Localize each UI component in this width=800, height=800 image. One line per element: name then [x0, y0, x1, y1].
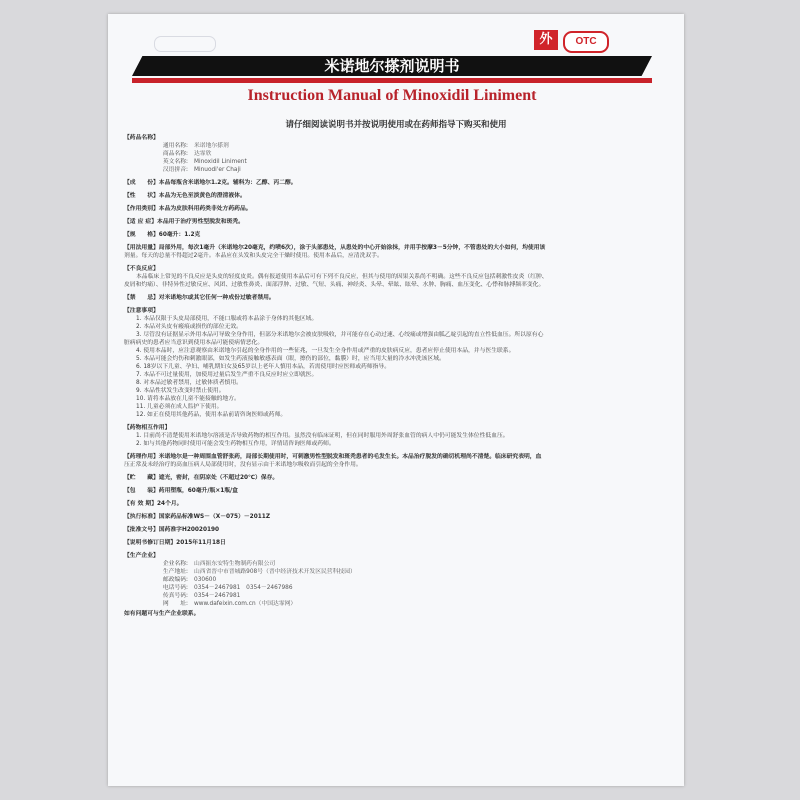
adverse-line: 本品临床上常见的不良反应是头皮的轻度皮炎。偶有报道使用本品后可有下列不良反应，但其与使用的因果关系尚不明确。这些不良反应包括刺激性皮炎（红肿、 [136, 274, 548, 280]
precaution-item: 7. 本品不可过量使用，加使用过量后发生严重不良反应时应立即就医。 [136, 372, 318, 378]
section-usage: 【用法用量】局部外用，每次1毫升（米诺地尔20毫克，约喷6次），涂于头部患处，从患处的中心开始涂抹，并用手按摩3－5分钟，不管患处的大小如何，均使用该 [124, 245, 546, 251]
precaution-item: 5. 本品可能会灼伤和刺激眼部，如发生药液接触敏感表面（眼，擦伤的部位，黏膜）时，应当用大量的冷水冲洗该区域。 [136, 356, 445, 362]
adverse-line: 皮屑和灼痛）、非特异性过敏反应、风团、过敏性鼻炎、面部浮肿、过敏、气短、头痛、神经炎、头晕、晕眩、眩晕、水肿、胸痛、血压变化、心悸和脉搏频率变化。 [124, 282, 545, 288]
section-category: 【作用类别】本品为皮肤科用药类非处方药药品。 [124, 206, 252, 212]
section-spec: 【规 格】60毫升：1.2克 [124, 232, 201, 238]
section-storage: 【贮 藏】遮光，密封，在阴凉处（不超过20℃）保存。 [124, 475, 279, 481]
section-composition: 【成 份】本品每瓶含米诺地尔1.2克。辅料为：乙醇、丙二醇。 [124, 180, 297, 186]
section-drug-name: 【药品名称】 [124, 135, 159, 141]
precaution-item: 脏病病史的患者应当意识到使用本品可能使病情恶化。 [124, 340, 264, 346]
section-adverse: 【不良反应】 [124, 266, 159, 272]
interaction-item: 2. 如与其他药物同时使用可能会发生药物相互作用，详情请咨询医师或药师。 [136, 441, 335, 447]
field-row: 英文名称: Minoxidil Liniment [162, 159, 247, 165]
external-use-badge: 外 [534, 30, 558, 50]
precaution-item: 10. 请将本品放在儿童不能接触的地方。 [136, 396, 240, 402]
title-chinese: 米诺地尔搽剂说明书 [324, 57, 460, 75]
field-row: 汉语拼音: Minuodi'er Chaji [162, 167, 241, 173]
section-manufacturer: 【生产企业】 [124, 553, 159, 559]
instruction-leaflet [108, 14, 684, 786]
otc-badge: OTC [563, 31, 609, 53]
precaution-item: 1. 本品仅限于头皮局部使用，不能口服或将本品涂于身体的其他区域。 [136, 316, 318, 322]
field-row: 邮政编码: 030600 [162, 577, 217, 583]
section-interactions: 【药物相互作用】 [124, 425, 171, 431]
pharmacology-line: 压正常及未经治疗的高血压病人局部使用时，没有显示由于米诺地尔吸收而引起的全身作用。 [124, 462, 362, 468]
section-package: 【包 装】药用塑瓶，60毫升/瓶×1瓶/盒 [124, 488, 238, 494]
usage-notice: 请仔细阅读说明书并按说明使用或在药师指导下购买和使用 [285, 120, 507, 130]
field-row: 企业名称: 山西振东安特生物制药有限公司 [162, 561, 276, 567]
field-row: 电话号码: 0354－2467981 0354－2467986 [162, 585, 293, 591]
faint-brand-logo [154, 36, 216, 52]
section-indication: 【适 应 症】本品用于治疗男性型脱发和斑秃。 [124, 219, 244, 225]
precaution-item: 11. 儿童必须在成人监护下使用。 [136, 404, 223, 410]
precaution-item: 3. 尽管没有证据显示外用本品可导致全身作用，但部分米诺地尔会被皮肤吸收，并可能存在心动过速、心绞痛或增强由胍乙啶引起的直立性低血压。所以原有心 [136, 332, 544, 338]
precaution-item: 8. 对本品过敏者禁用，过敏体质者慎用。 [136, 380, 242, 386]
section-pharmacology: 【药理作用】米诺地尔是一种周围血管舒张药，局部长期使用时，可刺激男性型脱发和斑秃患者的毛发生长。本品治疗脱发的确切机理尚不清楚。临床研究表明，血 [124, 454, 542, 460]
precaution-item: 2. 本品对头皮有瘢痕或损伤的部位无效。 [136, 324, 242, 330]
precaution-item: 4. 使用本品时，应注意观察由米诺地尔引起的全身作用的一些征兆，一旦发生全身作用或严重的皮肤病反应，患者应停止使用本品，并与医生联系。 [136, 348, 515, 354]
section-appearance: 【性 状】本品为无色至淡黄色的澄清液体。 [124, 193, 246, 199]
usage-line: 剂量。每天的总量不得超过2毫升。本品应在头发和头皮完全干燥时使用。使用本品后，应清洗双手。 [124, 253, 383, 259]
precaution-item: 6. 18岁以下儿童、孕妇、哺乳期妇女及65岁以上老年人慎用本品，若需使用时应医师或药师指导。 [136, 364, 391, 370]
interaction-item: 1. 目前尚不清楚使用米诺地尔溶液是否导致药物的相互作用。虽然没有临床证明，但在同时服用外周舒张血管的病人中仍可能发生体位性低血压。 [136, 433, 509, 439]
section-standard: 【执行标准】国家药品标准WS－（X－075）－2011Z [124, 514, 271, 520]
contact-footer: 如有问题可与生产企业联系。 [124, 611, 200, 617]
title-english: Instruction Manual of Minoxidil Liniment [247, 87, 537, 104]
section-revision: 【说明书修订日期】2015年11月18日 [124, 540, 226, 546]
field-row: 传真号码: 0354－2467981 [162, 593, 241, 599]
field-row: 生产地址: 山西省晋中市晋城路908号（晋中经济技术开发区民营科技园） [162, 569, 356, 575]
precaution-item: 9. 本品性状发生改变时禁止使用。 [136, 388, 225, 394]
precaution-item: 12. 如正在使用其他药品，使用本品前请咨询医师或药师。 [136, 412, 287, 418]
leaflet-body [124, 132, 664, 618]
title-banner [132, 56, 652, 104]
field-row: 网 址: www.dafeixin.com.cn（中国达霏网） [162, 601, 297, 607]
section-precautions: 【注意事项】 [124, 308, 159, 314]
field-row: 商品名称: 达霏欣 [162, 151, 212, 157]
section-contraindication: 【禁 忌】对米诺地尔或其它任何一种成份过敏者禁用。 [124, 295, 275, 301]
field-row: 通用名称: 米诺地尔搽剂 [162, 143, 229, 149]
section-validity: 【有 效 期】24个月。 [124, 501, 183, 507]
section-approval: 【批准文号】国药准字H20020190 [124, 527, 220, 533]
